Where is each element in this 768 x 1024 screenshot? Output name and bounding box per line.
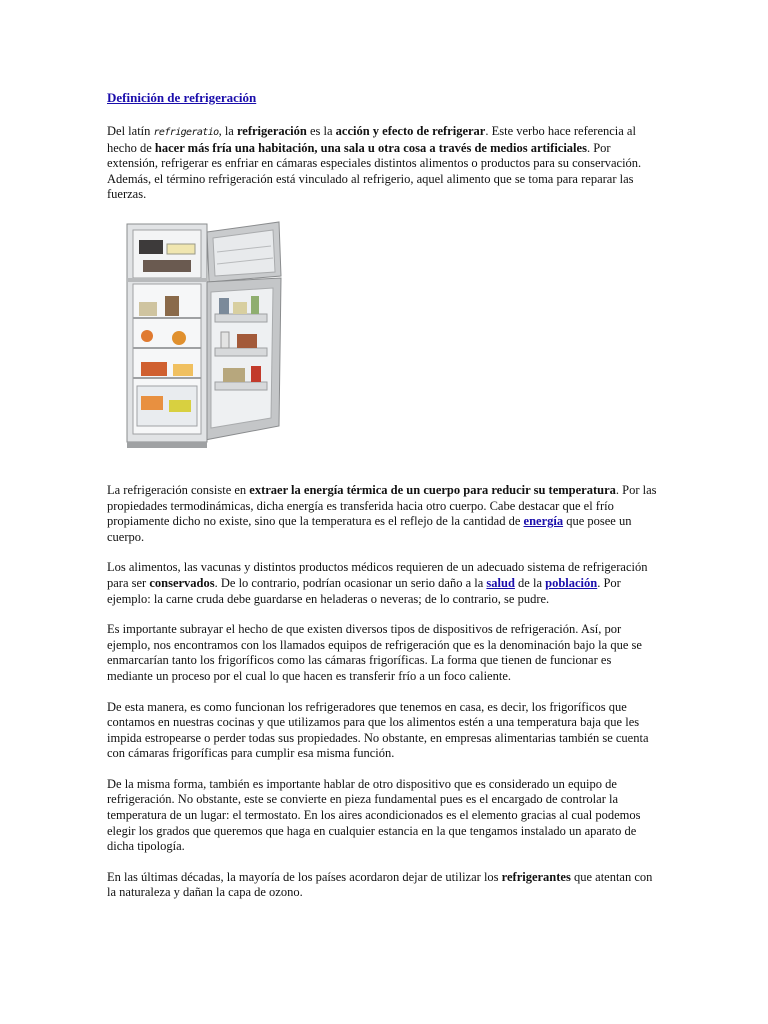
paragraph-1: Del latín refrigeratio, la refrigeración es la acción y efecto de refrigerar. Este verbo hace referencia al hecho de hacer más fría una habitación, una sala u otra cosa a través de medios artificiales. Por extensión, refrigerar es enfriar en cámaras especiales distintos alimentos o productos para su conservación. Además, el término refrigeración está vinculado al refrigerio, aquel alimento que se toma para reparar las fuerzas. xyxy=(107,124,642,202)
latin-term: refrigeratio xyxy=(153,127,219,138)
refrigerator-image xyxy=(119,218,299,453)
paragraph-2: La refrigeración consiste en extraer la energía térmica de un cuerpo para reducir su temperatura. Por las propiedades termodinámicas, dicha energía es transferida hacia otro cuerpo. Cabe destacar que el frío propiamente dicho no existe, sino que la temperatura es el reflejo de la cantidad de energía que posee un cuerpo. xyxy=(107,482,657,544)
link-poblacion[interactable]: población xyxy=(545,575,598,590)
page-title-link[interactable]: Definición de refrigeración xyxy=(107,90,257,105)
paragraph-6: De la misma forma, también es importante hablar de otro dispositivo que es considerado un equipo de refrigeración. No obstante, este se convierte en pieza fundamental pues es el encargado de controlar la temperatura de un lugar: el termostato. En los aires acondicionados es el elemento gracias al cual podemos elegir los grados que queremos que haga en cualquier estancia en la que tengamos instalado un aparato de dicha tipología. xyxy=(107,776,641,854)
paragraph-5: De esta manera, es como funcionan los refrigeradores que tenemos en casa, es decir, los frigoríficos que contamos en nuestras cocinas y que utilizamos para que los alimentos estén a una temperatura baja que les impida estropearse o perder todas sus propiedades. No obstante, en empresas alimentarias también se cuenta con cámaras frigoríficas para cumplir esa misma función. xyxy=(107,699,649,761)
paragraph-7: En las últimas décadas, la mayoría de los países acordaron dejar de utilizar los refrigerantes que atentan con la naturaleza y dañan la capa de ozono. xyxy=(107,869,653,900)
link-energia[interactable]: energía xyxy=(523,514,564,529)
paragraph-3: Los alimentos, las vacunas y distintos productos médicos requieren de un adecuado sistema de refrigeración para ser conservados. De lo contrario, podrían ocasionar un serio daño a la salud de la población. Por ejemplo: la carne cruda debe guardarse en heladeras o neveras; de lo contrario, se pudre. xyxy=(107,560,648,606)
document-body xyxy=(107,90,659,916)
paragraph-4: Es importante subrayar el hecho de que existen diversos tipos de dispositivos de refrigeración. Así, por ejemplo, nos encontramos con los llamados equipos de refrigeración que es la denominación bajo la que se enmarcarían tanto los frigoríficos como las cámaras frigoríficas. La forma que tienen de funcionar es mediante un proceso por el cual lo que hacen es transferir frío a un foco caliente. xyxy=(107,622,642,683)
link-salud[interactable]: salud xyxy=(486,575,515,590)
